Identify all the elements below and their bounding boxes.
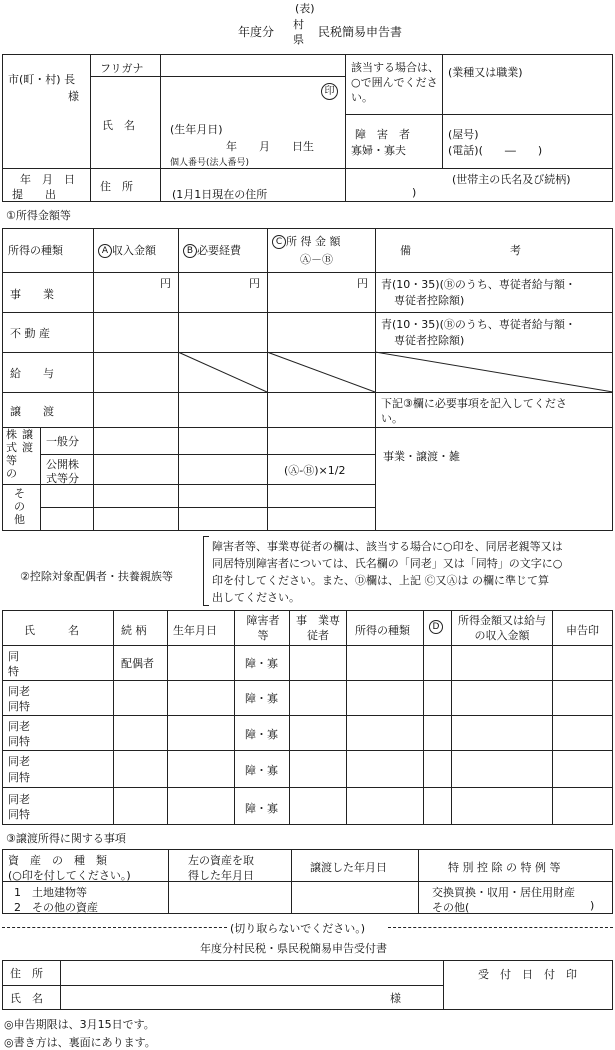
dep-col-disability: 障害者等 [246,614,280,642]
footer-note-1: ◎申告期限は、3月15日です。 [4,1018,155,1031]
phone-label: (電話)( ― ) [448,144,543,157]
dep-col-seal: 申告印 [566,624,599,637]
dependents-section-title: ②控除対象配偶者・扶養親族等 [20,570,173,583]
circle-d-icon: D [429,620,443,634]
col-a-header [98,242,156,258]
stock-listed-2: 式等分 [46,472,79,485]
yen-b: 円 [249,277,260,290]
row-realestate: 不 動 産 [10,327,50,340]
receipt-shimei: 氏 名 [10,992,43,1005]
transfer-col1-a: 資 産 の 種 類 [8,854,107,867]
disability-label: 障 害 者 [355,128,410,141]
submit-label: 提 出 [12,188,56,201]
row-salary: 給 与 [10,367,54,380]
note-realestate-1: 青(10・35)(Ⓑのうち、専従者給与額・ [381,318,576,331]
trade-name-label: (屋号) [448,128,479,141]
dep-name-b: 同特 [8,771,30,784]
note-realestate-2: 専従者控除額) [394,334,465,347]
col-note: 備 考 [400,244,521,257]
cut-line-left [2,927,227,928]
transfer-col2-a: 左の資産を取 [188,854,254,867]
furigana-label: フリガナ [100,62,144,75]
note-line-4: 出してください。 [212,591,300,604]
jusho-note: (1月1日現在の住所 [172,188,268,201]
dep-mark: 障・寡 [245,764,278,777]
dep-name-b: 特 [8,665,19,678]
dep-name-b: 同特 [8,735,30,748]
dep-name-a: 同老 [8,685,30,698]
dep-col-birth: 生年月日 [173,624,217,637]
dep-col-income-type: 所得の種類 [355,624,410,637]
note-business-2: 専従者控除額) [394,294,465,307]
transfer-item-1: 1 土地建物等 [14,886,87,899]
jusho-label: 住 所 [100,180,133,193]
dep-name-a: 同老 [8,793,30,806]
circle-b-icon: B [183,244,197,258]
stock-group: 株式等の [6,428,17,480]
dep-col-d [429,620,443,634]
transfer-item-2: 2 その他の資産 [14,901,98,914]
yen-a: 円 [160,277,171,290]
name-label: 氏 名 [102,119,135,132]
note-bracket [203,536,209,606]
dep-col-employee: 事 業専従者 [296,614,340,642]
title-prefix: 年度分 [238,25,275,39]
dep-mark: 障・寡 [245,802,278,815]
applicable-label: 該当する場合は、○で囲んでください。 [351,61,439,104]
dep-mark: 障・寡 [245,728,278,741]
transfer-col1-b: (○印を付してください。) [8,869,131,882]
dep-col-amount: 所得金額又は給与の収入金額 [458,614,546,642]
dep-relation: 配偶者 [121,657,154,670]
circle-a-icon: A [98,244,112,258]
stock-sub: 譲渡 [22,428,33,454]
widow-label: 寡婦・寡夫 [351,144,406,157]
stock-listed-1: 公開株 [46,458,79,471]
household-label: (世帯主の氏名及び続柄) [452,173,571,186]
note-line-3: 印を付してください。また、Ⓓ欄は、上記 Ⓒ又Ⓐは の欄に準じて算 [212,574,549,587]
my-number-label: 個人番号(法人番号) [170,158,250,168]
note-transfer-2: い。 [381,412,403,425]
dep-mark: 障・寡 [245,657,278,670]
date-label: 年 月 日 [20,173,75,186]
transfer-col2-b: 得した年月日 [188,869,254,882]
transfer-special-1: 交換買換・収用・居住用財産 [432,886,575,899]
birth-label: (生年月日) [170,123,223,136]
yen-c: 円 [357,277,368,290]
circle-c-icon: C [272,235,286,249]
title-suffix: 民税簡易申告書 [318,25,403,39]
receipt-jusho: 住 所 [10,967,43,980]
side-label: (表) [295,2,315,15]
dep-name-a: 同老 [8,720,30,733]
occupation-label: (業種又は職業) [448,66,523,79]
seal-mark: 印 [321,83,338,100]
stock-formula: (Ⓐ-Ⓑ)×1/2 [284,464,346,477]
dep-col-name: 氏 名 [24,624,79,637]
dep-mark: 障・寡 [245,692,278,705]
dep-name-b: 同特 [8,808,30,821]
address-label: 市(町・村) 長 [8,73,76,86]
col-b-header [183,242,241,258]
transfer-special-2-close: ) [590,899,595,912]
note-line-1: 障害者等、事業専従者の欄は、該当する場合に○印を、同居老親等又は [212,540,563,553]
transfer-col4: 特 別 控 除 の 特 例 等 [448,861,561,874]
title-mura: 村 [293,18,304,31]
birth-ymd: 年 月 日生 [226,140,314,153]
transfer-section-title: ③譲渡所得に関する事項 [6,832,126,845]
col-c-label: 所 得 金 額 [286,235,341,248]
dep-name-b: 同特 [8,700,30,713]
receipt-sama: 様 [390,992,401,1005]
note-stock: 事業・譲渡・雑 [383,450,460,463]
col-a-label: 収入金額 [112,244,156,257]
cut-line-right [388,927,613,928]
dep-name-a: 同老 [8,755,30,768]
row-other: その他 [14,487,25,526]
dep-col-relation: 続 柄 [121,624,147,637]
receipt-title: 年度分村民税・県民税簡易申告受付書 [200,942,387,955]
jusho-close: ) [412,186,417,199]
receipt-stamp: 受 付 日 付 印 [478,968,577,981]
note-business-1: 青(10・35)(Ⓑのうち、専従者給与額・ [381,278,576,291]
dep-name-a: 同 [8,650,19,663]
col-income-type: 所得の種類 [8,244,63,257]
row-business: 事 業 [10,288,54,301]
income-section-title: ①所得金額等 [6,209,71,222]
note-transfer-1: 下記③欄に必要事項を記入してくださ [381,397,567,410]
transfer-special-2: その他( [432,901,470,914]
col-c-header [272,233,341,249]
cut-line-label: (切り取らないでください。) [230,922,366,935]
col-b-label: 必要経費 [197,244,241,257]
title-ken: 県 [293,33,304,46]
address-sama: 様 [68,90,79,103]
col-c-formula: Ⓐ－Ⓑ [300,253,333,266]
note-line-2: 同居特別障害者については、氏名欄の「同老」又は「同特」の文字に○ [212,557,563,570]
stock-general: 一般分 [46,435,79,448]
dependents-note [212,538,563,606]
row-transfer: 譲 渡 [10,405,54,418]
transfer-col3: 譲渡した年月日 [310,861,387,874]
footer-note-2: ◎書き方は、裏面にあります。 [4,1036,156,1049]
